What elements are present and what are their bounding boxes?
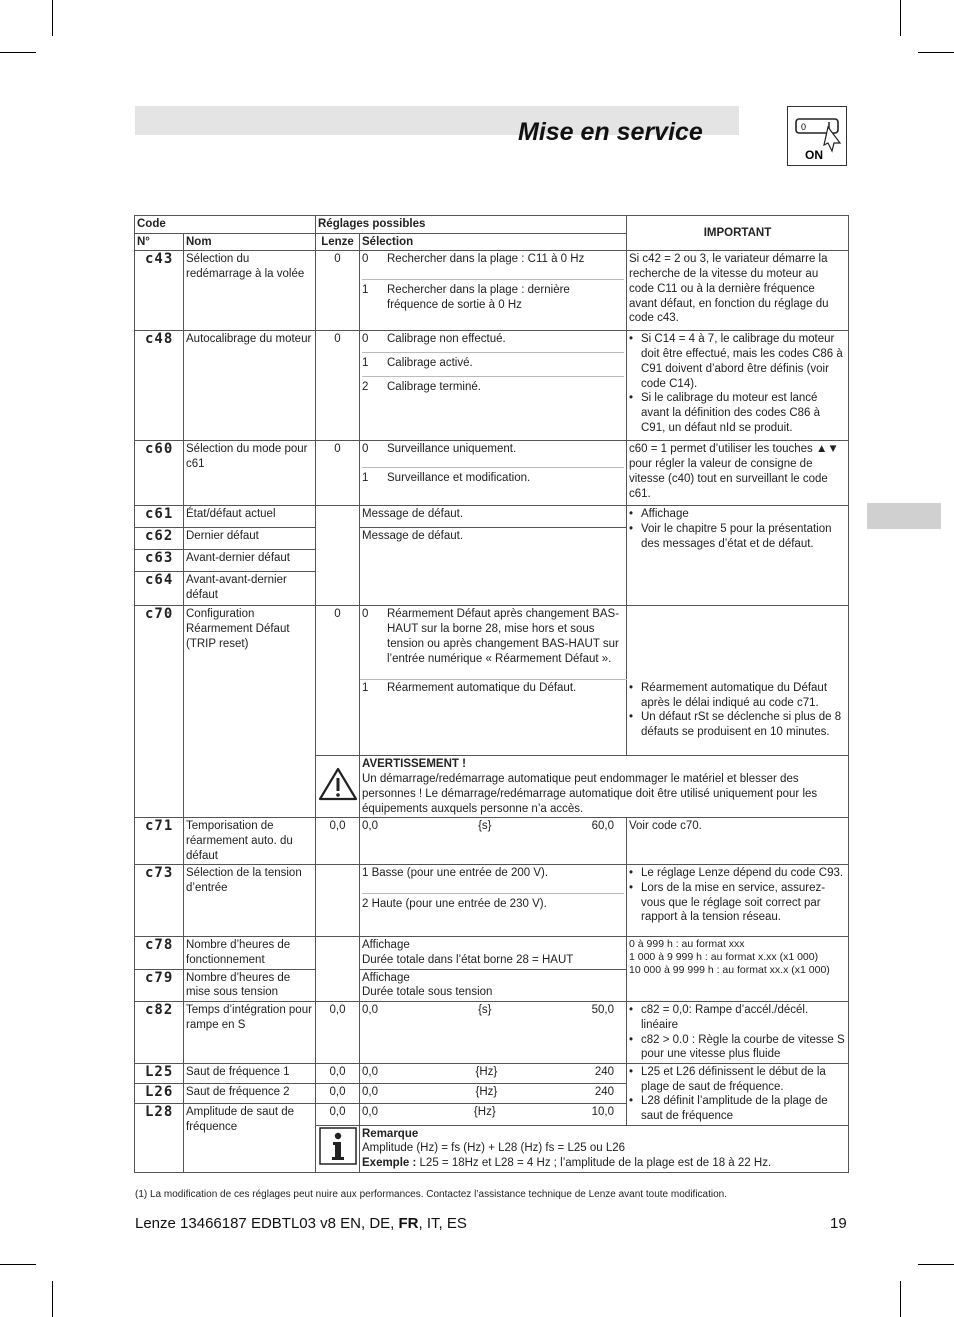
important-cell [627, 680, 849, 756]
code-cell: c79 [135, 969, 184, 1001]
range-unit: {s} [478, 820, 492, 833]
selection-cell [360, 969, 627, 1001]
selection-cell [360, 1063, 627, 1083]
footnote: (1) La modification de ces réglages peut nuire aux performances. Contactez l’assistance technique de Lenze avant toute modification. [135, 1189, 728, 1200]
page-title: Mise en service [518, 118, 703, 146]
warning-title: AVERTISSEMENT ! [362, 758, 466, 771]
note-example [362, 1156, 846, 1171]
table-row [135, 1063, 849, 1083]
header-selection: Sélection [360, 233, 627, 251]
note-title: Remarque [362, 1127, 419, 1140]
selection-cell [360, 251, 627, 331]
sel-value: Affichage [362, 971, 410, 984]
range-unit: {s} [478, 1004, 492, 1017]
sel-value: Réarmement automatique du Défaut. [387, 682, 577, 695]
important-cell [627, 331, 849, 441]
important-item: • c82 > 0.0 : Règle la courbe de vitesse S pour une vitesse plus fluide [641, 1033, 846, 1062]
param-name: Sélection de la tension d’entrée [184, 865, 316, 937]
sel-key: 1 [362, 682, 369, 695]
param-name: Amplitude de saut de fréquence [184, 1103, 316, 1172]
important-item: • L28 définit l’amplitude de la plage de saut de fréquence [641, 1094, 846, 1123]
sel-value: Surveillance uniquement. [387, 443, 517, 456]
code-cell: c62 [135, 528, 184, 550]
sel-key: 0 [362, 608, 369, 621]
selection-cell [360, 818, 627, 865]
param-name: Sélection du redémarrage à la volée [184, 251, 316, 331]
important-item: • Réarmement automatique du Défaut après le délai indiqué au code c71. [641, 681, 846, 710]
range-max: 240 [594, 1085, 614, 1098]
lenze-value: 0 [316, 331, 360, 441]
param-name: Nombre d’heures de fonctionnement [184, 937, 316, 969]
lenze-value [316, 937, 360, 1002]
code-cell: c48 [135, 331, 184, 441]
crop-mark [52, 0, 53, 36]
important-cell [627, 1002, 849, 1064]
table-row [135, 251, 849, 331]
warning-text-cell [360, 756, 849, 818]
footer-text [135, 1215, 467, 1232]
code-cell: c78 [135, 937, 184, 969]
power-switch-icon [787, 106, 847, 166]
param-name: Temps d’intégration pour rampe en S [184, 1002, 316, 1064]
crop-mark [52, 1281, 53, 1317]
param-name: Saut de fréquence 1 [184, 1063, 316, 1083]
sel-key: 0 [362, 443, 369, 456]
important-item: 10 000 à 99 999 h : au format xx.x (x1 000) [629, 964, 830, 977]
range-min: 0,0 [362, 1105, 378, 1118]
lenze-value: 0,0 [316, 1083, 360, 1103]
selection-cell [360, 680, 627, 756]
selection-cell: Message de défaut. [360, 506, 627, 528]
important-item: • L25 et L26 définissent le début de la plage de saut de fréquence. [641, 1065, 846, 1094]
important-item: • Si le calibrage du moteur est lancé avant la définition des codes C86 à C91, un défaut nId se produit. [641, 391, 846, 435]
note-example-text: L25 = 18Hz et L28 = 4 Hz ; l’amplitude de la plage est de 18 à 22 Hz. [416, 1157, 772, 1170]
table-row [135, 331, 849, 441]
code-cell: c71 [135, 818, 184, 865]
param-name: Avant-avant-dernier défaut [184, 572, 316, 606]
code-cell: c61 [135, 506, 184, 528]
footer-left: Lenze 13466187 EDBTL03 v8 EN, DE, [135, 1215, 399, 1232]
range-max: 60,0 [591, 820, 614, 833]
sel-value: Réarmement Défaut après changement BAS-HAUT sur la borne 28, mise hors et sous tension ou après changement BAS-HAUT sur l’entrée numérique « Réarmement Défaut ». [387, 608, 620, 665]
code-cell: c82 [135, 1002, 184, 1064]
range-min: 0,0 [362, 1065, 378, 1078]
selection-cell [360, 937, 627, 969]
header-no: N° [135, 233, 184, 251]
important-item: 1 000 à 9 999 h : au format x.xx (x1 000) [629, 951, 819, 964]
important-item: • Lors de la mise en service, assurez-vous que le réglage soit correct par rapport à la tension réseau. [641, 881, 846, 925]
sel-value: 2 Haute (pour une entrée de 230 V). [362, 898, 547, 911]
info-icon [316, 1125, 360, 1172]
sel-key: 0 [362, 333, 369, 346]
sel-value: Affichage [362, 939, 410, 952]
code-cell: c60 [135, 441, 184, 506]
important-cell: Voir code c70. [627, 818, 849, 865]
important-cell [627, 606, 849, 680]
code-cell: c64 [135, 572, 184, 606]
footer-bold-lang: FR [398, 1215, 419, 1232]
lenze-value: 0,0 [316, 1002, 360, 1064]
sel-value: Durée totale dans l’état borne 28 = HAUT [362, 954, 574, 967]
range-min: 0,0 [362, 820, 378, 833]
code-cell: c73 [135, 865, 184, 937]
crop-mark [918, 52, 954, 53]
important-item: • Le réglage Lenze dépend du code C93. [641, 866, 846, 881]
sel-value: Durée totale sous tension [362, 986, 493, 999]
header-name: Nom [184, 233, 316, 251]
important-cell: Si c42 = 2 ou 3, le variateur démarre la recherche de la vitesse du moteur au code C11 ou à la dernière fréquence avant défaut, en fonction du réglage du code c43. [627, 251, 849, 331]
crop-mark [0, 1264, 36, 1265]
sel-key: 0 [362, 253, 369, 266]
param-name: Nombre d’heures de mise sous tension [184, 969, 316, 1001]
param-name: Dernier défaut [184, 528, 316, 550]
lenze-value: 0 [316, 606, 360, 756]
param-name: Avant-dernier défaut [184, 550, 316, 572]
footer-right: , IT, ES [418, 1215, 467, 1232]
code-cell: c63 [135, 550, 184, 572]
code-cell: L26 [135, 1083, 184, 1103]
range-max: 50,0 [591, 1004, 614, 1017]
important-cell: c60 = 1 permet d’utiliser les touches ▲▼ pour régler la valeur de consigne de vitesse (c40) tout en surveillant le code c61. [627, 441, 849, 506]
crop-mark [918, 1264, 954, 1265]
sel-value: Surveillance et modification. [387, 472, 531, 485]
important-cell [627, 865, 849, 937]
range-unit: {Hz} [475, 1065, 498, 1078]
param-name: Saut de fréquence 2 [184, 1083, 316, 1103]
important-cell [627, 1063, 849, 1125]
warning-text: Un démarrage/redémarrage automatique peut endommager le matériel et blesser des personnes ! Le démarrage/redémarrage automatique doit être utilisé uniquement pour les équipements auxquels personne n’a accès. [362, 773, 818, 815]
sel-value: Calibrage activé. [387, 357, 473, 370]
important-cell [627, 506, 849, 606]
param-name: Configuration Réarmement Défaut (TRIP reset) [184, 606, 316, 818]
selection-cell [360, 865, 627, 937]
lenze-value: 0,0 [316, 818, 360, 865]
crop-mark [0, 52, 36, 53]
note-formula: Amplitude (Hz) = fs (Hz) + L28 (Hz) fs = L25 ou L26 [362, 1142, 626, 1155]
lenze-value [316, 506, 360, 606]
table-row [135, 937, 849, 969]
selection-cell [360, 1103, 627, 1125]
table-row [135, 441, 849, 506]
header-important: IMPORTANT [627, 216, 849, 251]
note-example-label: Exemple : [362, 1157, 417, 1170]
param-name: Autocalibrage du moteur [184, 331, 316, 441]
sel-value: Calibrage terminé. [387, 380, 481, 393]
sel-key: 2 [362, 380, 369, 393]
note-text-cell [360, 1125, 849, 1172]
lenze-value [316, 865, 360, 937]
code-cell: L28 [135, 1103, 184, 1172]
header-settings: Réglages possibles [316, 216, 627, 234]
lenze-value: 0,0 [316, 1103, 360, 1125]
lenze-value: 0 [316, 251, 360, 331]
selection-cell: Message de défaut. [360, 528, 627, 606]
sel-value: Calibrage non effectué. [387, 333, 506, 346]
table-row [135, 1002, 849, 1064]
param-name: Sélection du mode pour c61 [184, 441, 316, 506]
on-label: ON [805, 148, 823, 162]
important-item: • c82 = 0,0: Rampe d’accél./décél. linéaire [641, 1003, 846, 1032]
page-number: 19 [830, 1215, 847, 1232]
warning-icon [316, 756, 360, 818]
sel-key: 1 [362, 472, 369, 485]
range-min: 0,0 [362, 1004, 378, 1017]
sel-value: Rechercher dans la plage : dernière fréquence de sortie à 0 Hz [387, 284, 570, 311]
crop-mark [900, 0, 901, 36]
chapter-side-tab [867, 503, 941, 529]
header-lenze: Lenze [316, 233, 360, 251]
table-row [135, 865, 849, 937]
sel-key: 1 [362, 284, 369, 297]
svg-text:0: 0 [801, 122, 807, 132]
range-max: 240 [594, 1065, 614, 1078]
selection-cell [360, 441, 627, 506]
important-item: • Voir le chapitre 5 pour la présentation des messages d’état et de défaut. [641, 522, 846, 551]
selection-cell [360, 331, 627, 441]
range-max: 10,0 [591, 1105, 614, 1118]
important-item: • Affichage [641, 507, 846, 522]
selection-cell [360, 1002, 627, 1064]
selection-cell [360, 1083, 627, 1103]
crop-mark [900, 1281, 901, 1317]
sel-value: 1 Basse (pour une entrée de 200 V). [362, 866, 624, 894]
range-min: 0,0 [362, 1085, 378, 1098]
important-item: • Si C14 = 4 à 7, le calibrage du moteur doit être effectué, mais les codes C86 à C91 doivent d’abord être définis (voir code C14). [641, 332, 846, 391]
range-unit: {Hz} [473, 1105, 496, 1118]
header-code: Code [135, 216, 316, 234]
lenze-value: 0,0 [316, 1063, 360, 1083]
sel-value: Rechercher dans la plage : C11 à 0 Hz [387, 253, 585, 266]
code-cell: c70 [135, 606, 184, 818]
code-cell: c43 [135, 251, 184, 331]
code-cell: L25 [135, 1063, 184, 1083]
lenze-value: 0 [316, 441, 360, 506]
parameter-table [134, 215, 849, 1173]
sel-key: 1 [362, 357, 369, 370]
important-cell [627, 937, 849, 1002]
important-item: 0 à 999 h : au format xxx [629, 938, 745, 951]
param-name: État/défaut actuel [184, 506, 316, 528]
important-item: • Un défaut rSt se déclenche si plus de 8 défauts se produisent en 10 minutes. [641, 710, 846, 739]
selection-cell [360, 606, 627, 680]
table-row [135, 818, 849, 865]
table-row [135, 606, 849, 680]
table-row [135, 506, 849, 528]
range-unit: {Hz} [475, 1085, 498, 1098]
param-name: Temporisation de réarmement auto. du défaut [184, 818, 316, 865]
